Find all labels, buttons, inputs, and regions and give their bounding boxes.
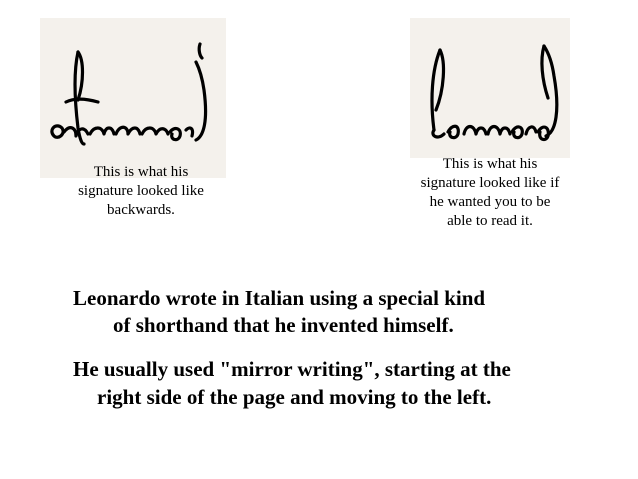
caption-line: signature looked like (78, 183, 204, 199)
caption-line: signature looked like if (420, 175, 560, 191)
backwards-signature-image (40, 40, 226, 170)
caption-line: he wanted you to be (429, 194, 551, 210)
caption-line: backwards. (107, 202, 175, 218)
caption-line: This is what his (442, 156, 538, 172)
caption-line: able to read it. (447, 213, 533, 229)
paragraph2-line2: right side of the page and moving to the left. (97, 385, 492, 409)
readable-signature-caption (400, 155, 580, 231)
paragraph1-line2: of shorthand that he invented himself. (113, 313, 454, 337)
paragraph1-line1: Leonardo wrote in Italian using a special kind (73, 286, 486, 310)
readable-signature-image (410, 40, 570, 150)
paragraph2-line1: He usually used "mirror writing", starting at the (73, 357, 511, 381)
caption-line: This is what his (93, 164, 189, 180)
backwards-signature-caption (60, 163, 222, 220)
